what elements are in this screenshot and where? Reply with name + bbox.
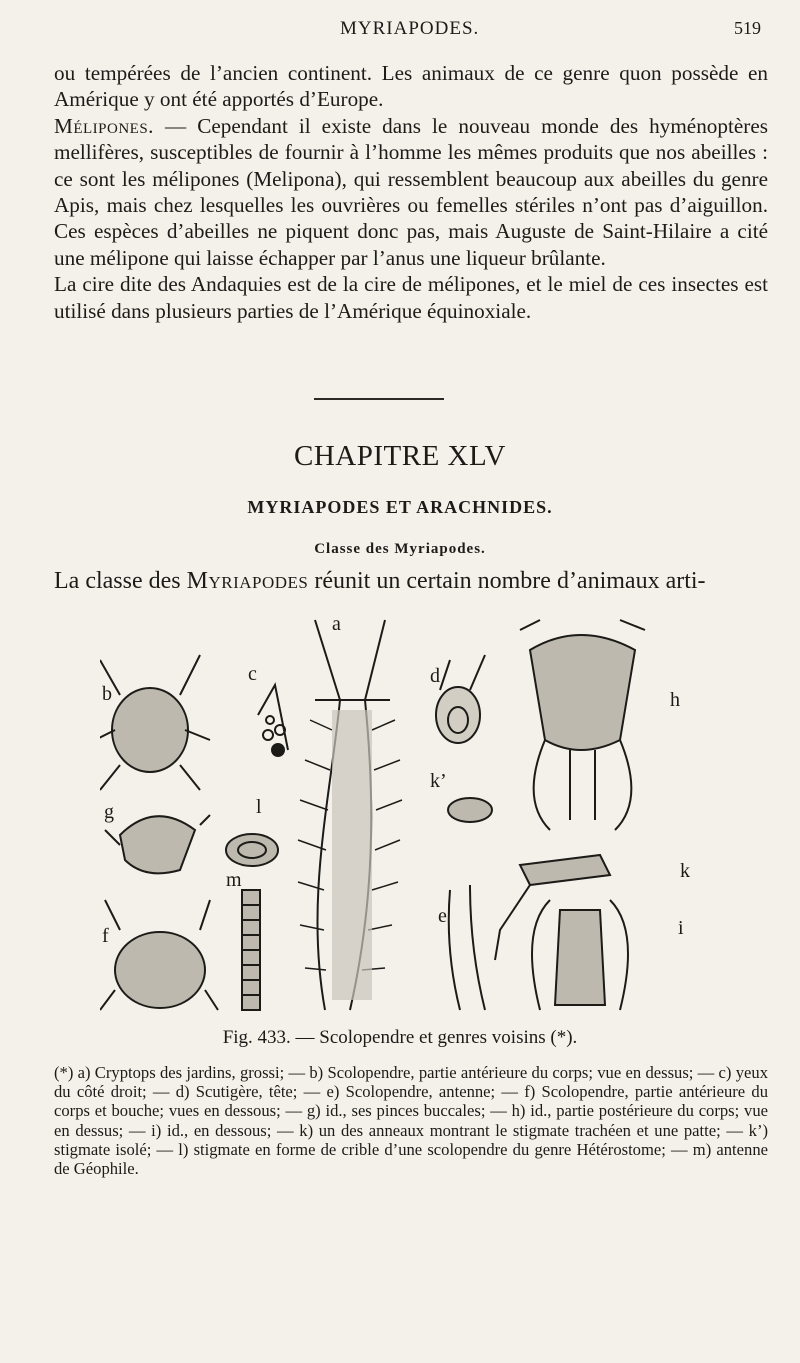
specimen-k-prime-stigma (448, 798, 492, 822)
specimen-a-cryptops (298, 620, 402, 1010)
label-f: f (102, 925, 109, 947)
chapter-title: CHAPITRE XLV (294, 440, 506, 472)
specimen-g-mouthparts (105, 815, 210, 873)
footnote-text: (*) a) Cryptops des jardins, grossi; — b) Scolopendre, partie antérieure du corps; vue en dessus; — c) yeux du côté droit; — d) Scutigère, tête; — e) Scolopendre, antenne; — f) Scolopendre, partie antérieure du corps et bouche; vues en dessous; — g) id., ses pinces buccales; — h) id., partie postérieure du corps; vue en dessus; — i) id., en dessous; — k) un des anneaux montrant le stigmate trachéen et une patte; — k’) stigmate isolé; — l) stigmate en forme de crible d’une scolopendre du genre Hétérostome; — m) antenne de Géophile. (54, 1063, 768, 1179)
specimen-b-head (100, 655, 210, 790)
scolopendra-figure (100, 600, 730, 1020)
specimen-m-antenna (242, 890, 260, 1010)
specimen-h-posterior (520, 620, 645, 830)
chapter-subtitle: MYRIAPODES ET ARACHNIDES. (247, 497, 553, 517)
label-i: i (678, 917, 684, 939)
section-rule (314, 398, 444, 400)
label-e: e (438, 905, 447, 927)
body-text (54, 60, 768, 324)
intro-smallcaps: Myriapodes (186, 568, 309, 594)
class-heading: Classe des Myriapodes. (314, 541, 486, 557)
label-d: d (430, 665, 440, 687)
specimen-f-head-underside (100, 900, 218, 1010)
label-k: k (680, 860, 690, 882)
intro-lead: La classe des (54, 568, 187, 594)
label-a: a (332, 613, 341, 635)
running-title: MYRIAPODES. (340, 18, 480, 39)
specimen-l-stigma (226, 834, 278, 866)
specimen-d-head (436, 655, 485, 743)
specimen-e-antenna (449, 885, 485, 1010)
paragraph-2-heading: Mélipones. (54, 113, 154, 138)
label-k-prime: k’ (430, 770, 447, 792)
label-c: c (248, 663, 257, 685)
label-g: g (104, 801, 114, 823)
specimen-i-underside (532, 900, 628, 1010)
paragraph-3: La cire dite des Andaquies est de la cire de mélipones, et le miel de ces insectes est utilisé dans plusieurs parties de l’Amérique équinoxiale. (54, 272, 768, 323)
label-l: l (256, 796, 262, 818)
label-m: m (226, 869, 242, 891)
paragraph-1: ou tempérées de l’ancien continent. Les animaux de ce genre quon possède en Amérique y ont été apportés d’Europe. (54, 61, 768, 112)
paragraph-2-text: — Cependant il existe dans le nouveau monde des hyménoptères mellifères, susceptibles de fournir à l’homme les mêmes produits que nos abeilles : ce sont les mélipones (Melipona), qui ressemblent beaucoup aux abeilles du genre Apis, mais chez lesquelles les ouvrières ou femelles stériles n’ont pas d’aiguillon. Ces espèces d’abeilles ne piquent donc pas, mais Auguste de Saint-Hilaire a cité une mélipone qui laisse échapper par l’anus une liqueur brûlante. (54, 113, 768, 270)
running-head (0, 14, 800, 44)
label-h: h (670, 689, 680, 711)
footnote (54, 1063, 768, 1178)
intro-line (54, 566, 768, 596)
paragraph-2 (54, 113, 768, 271)
label-b: b (102, 683, 112, 705)
specimen-c-eyes (258, 685, 288, 756)
page-number: 519 (734, 18, 761, 38)
figure-caption: Fig. 433. — Scolopendre et genres voisins (*). (222, 1027, 578, 1048)
intro-rest: réunit un certain nombre d’animaux arti- (308, 568, 706, 594)
